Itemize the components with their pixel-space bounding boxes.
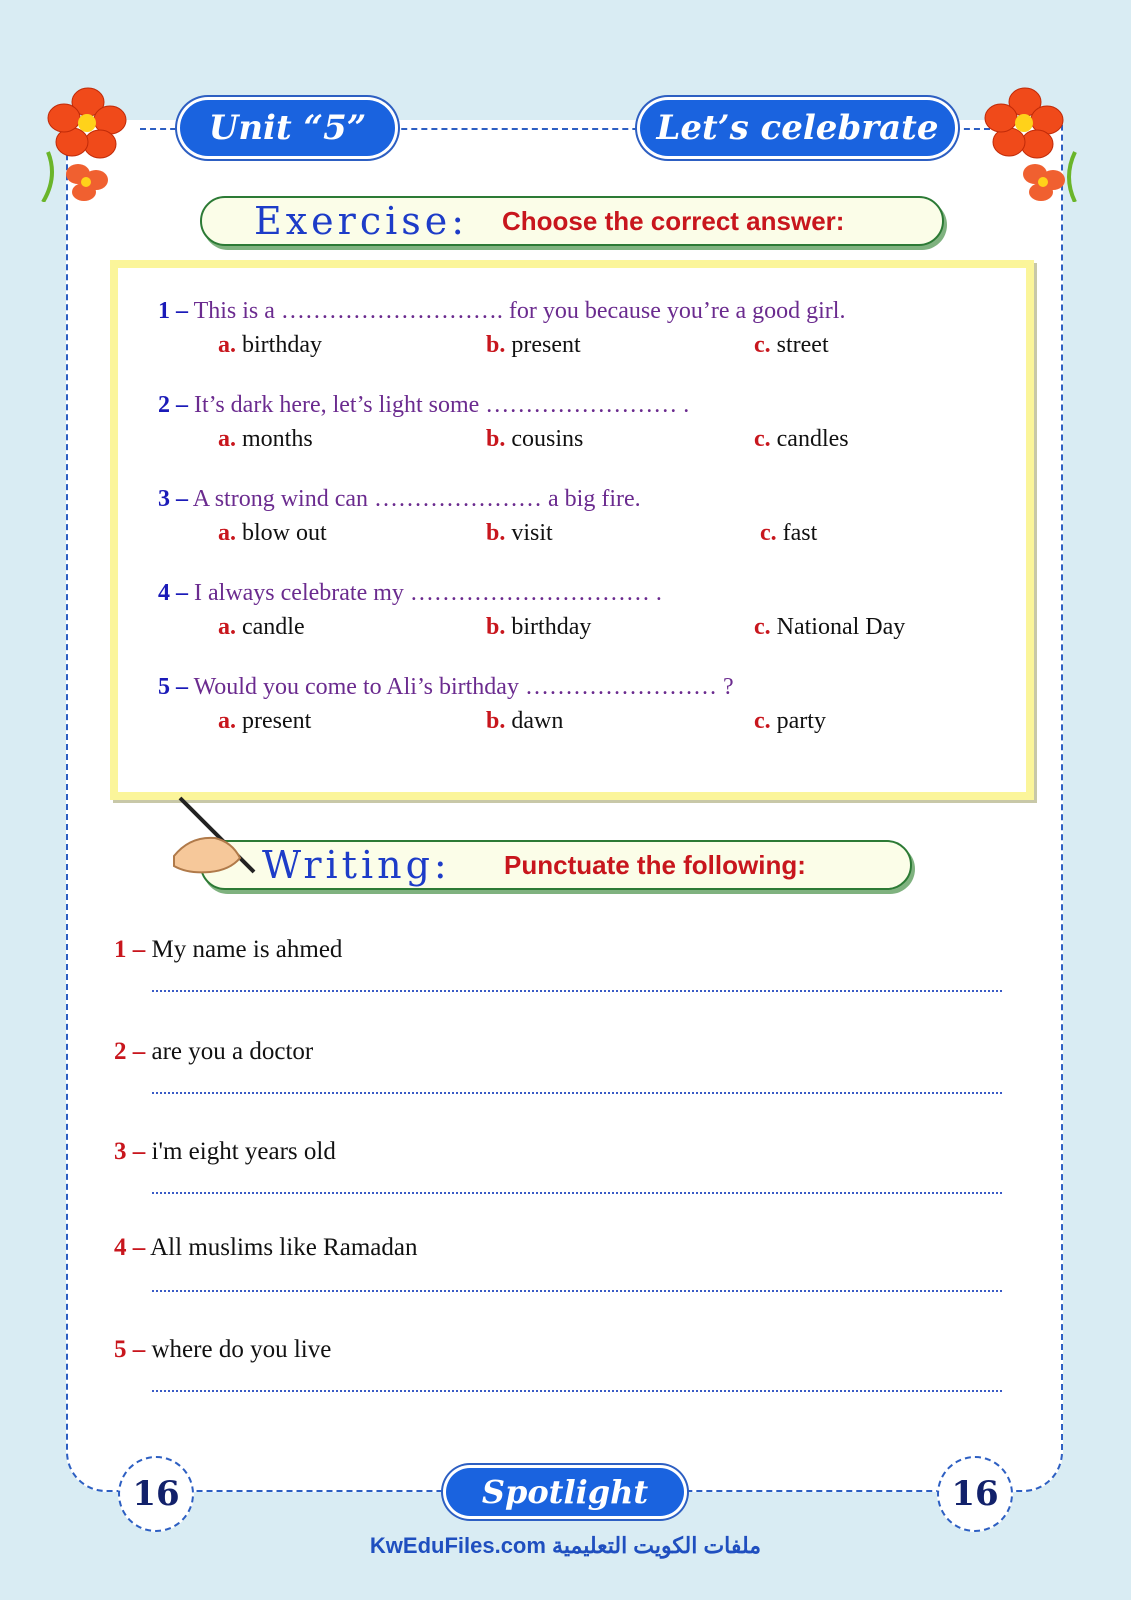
option-5b[interactable]: b. dawn <box>486 708 564 734</box>
answer-line-3[interactable] <box>152 1192 1002 1194</box>
flower-decoration-left-icon <box>38 82 148 202</box>
writing-heading: Writing: <box>262 843 451 887</box>
site-watermark: KwEduFiles.com ملفات الكويت التعليمية <box>369 1533 762 1558</box>
page-number-left: 16 <box>118 1456 194 1532</box>
option-4b[interactable]: b. birthday <box>486 614 592 640</box>
option-2b[interactable]: b. cousins <box>486 426 584 452</box>
writing-item-1: 1 – My name is ahmed <box>114 936 343 963</box>
exercise-heading: Exercise: <box>254 199 469 243</box>
page-number-right: 16 <box>937 1456 1013 1532</box>
question-4: 4 – I always celebrate my ………………………… . <box>158 580 662 606</box>
writing-item-5: 5 – where do you live <box>114 1336 332 1363</box>
book-title: Spotlight <box>446 1468 684 1516</box>
option-3b[interactable]: b. visit <box>486 520 553 546</box>
writing-item-4: 4 – All muslims like Ramadan <box>114 1234 418 1261</box>
option-2c[interactable]: c. candles <box>754 426 849 452</box>
option-2a[interactable]: a. months <box>218 426 313 452</box>
exercise-banner <box>200 196 944 246</box>
option-4c[interactable]: c. National Day <box>754 614 906 640</box>
writing-instruction: Punctuate the following: <box>504 850 806 880</box>
option-3a[interactable]: a. blow out <box>218 520 327 546</box>
option-3c[interactable]: c. fast <box>760 520 818 546</box>
question-3: 3 – A strong wind can ………………… a big fire. <box>158 486 641 512</box>
question-5: 5 – Would you come to Ali’s birthday …………………… ? <box>158 674 734 700</box>
answer-line-2[interactable] <box>152 1092 1002 1094</box>
option-4a[interactable]: a. candle <box>218 614 305 640</box>
exercise-instruction: Choose the correct answer: <box>502 206 845 236</box>
writing-hand-icon <box>170 796 270 886</box>
option-1c[interactable]: c. street <box>754 332 829 358</box>
question-2: 2 – It’s dark here, let’s light some …………………… . <box>158 392 690 418</box>
writing-item-3: 3 – i'm eight years old <box>114 1138 336 1165</box>
unit-title: Unit “5” <box>180 100 395 156</box>
option-5c[interactable]: c. party <box>754 708 826 734</box>
option-1b[interactable]: b. present <box>486 332 581 358</box>
answer-line-1[interactable] <box>152 990 1002 992</box>
question-1: 1 – This is a ………………………. for you because you’re a good girl. <box>158 298 846 324</box>
lesson-title: Let’s celebrate <box>640 100 955 156</box>
writing-item-2: 2 – are you a doctor <box>114 1038 314 1065</box>
answer-line-5[interactable] <box>152 1390 1002 1392</box>
writing-banner <box>200 840 912 890</box>
option-5a[interactable]: a. present <box>218 708 312 734</box>
answer-line-4[interactable] <box>152 1290 1002 1292</box>
flower-decoration-right-icon <box>975 82 1085 202</box>
option-1a[interactable]: a. birthday <box>218 332 322 358</box>
exercise-box <box>110 260 1034 800</box>
